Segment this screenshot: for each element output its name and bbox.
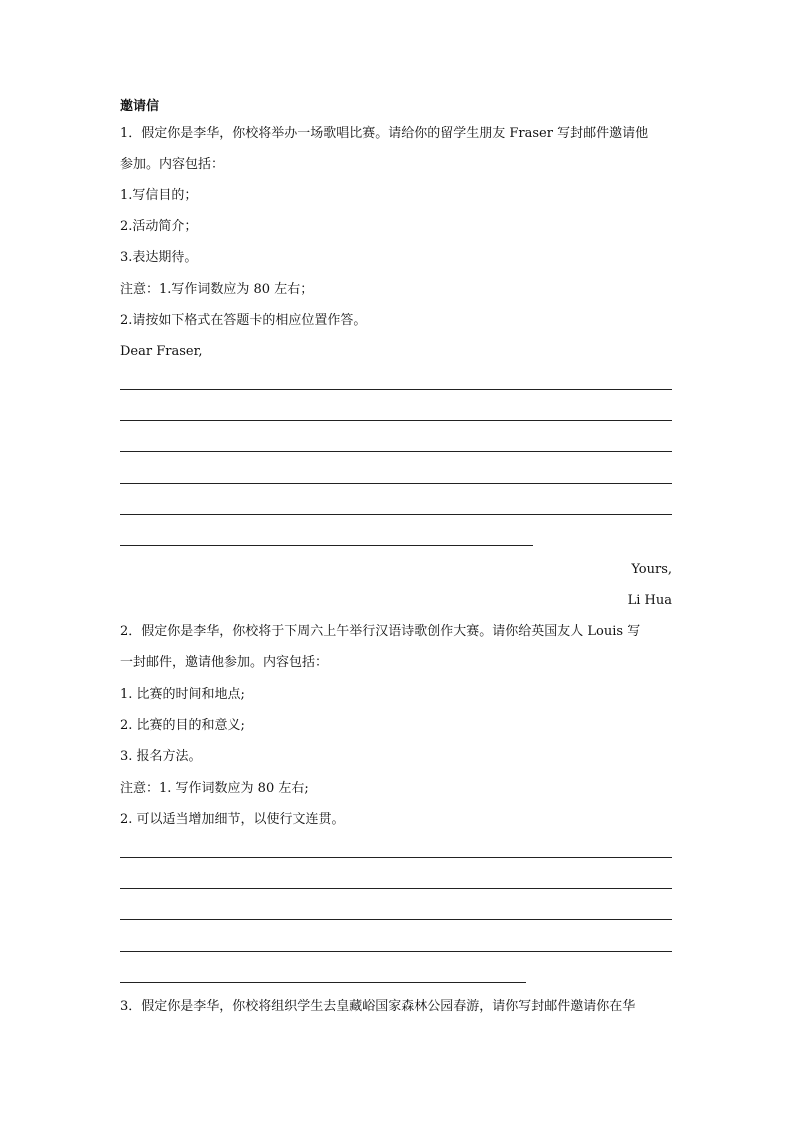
q2-answer-line-5 [120,982,526,983]
q2-item-3: 3. 报名方法。 [120,749,202,764]
page-heading: 邀请信 [120,99,160,114]
q3-prompt-line1: 3．假定你是李华，你校将组织学生去皇藏峪国家森林公园春游，请你写封邮件邀请你在华 [120,999,636,1014]
q2-note-2: 2. 可以适当增加细节，以使行文连贯。 [120,812,345,827]
q1-note-1: 注意：1.写作词数应为 80 左右； [120,282,314,297]
q1-item-1: 1.写信目的； [120,188,198,203]
q1-answer-line-5 [120,514,672,515]
q1-answer-line-1 [120,389,672,390]
q1-prompt-line2: 参加。内容包括： [120,157,225,172]
q2-prompt-line1: 2．假定你是李华，你校将于下周六上午举行汉语诗歌创作大赛。请你给英国友人 Louis 写 [120,624,641,639]
q1-prompt-line1: 1．假定你是李华，你校将举办一场歌唱比赛。请给你的留学生朋友 Fraser 写封邮件邀请他 [120,126,649,141]
q2-item-1: 1. 比赛的时间和地点; [120,687,245,702]
q2-answer-line-1 [120,857,672,858]
q1-answer-line-6 [120,545,533,546]
q1-note-2: 2.请按如下格式在答题卡的相应位置作答。 [120,313,367,328]
q1-greeting: Dear Fraser, [120,344,203,359]
q1-item-3: 3.表达期待。 [120,250,198,265]
q2-prompt-line2: 一封邮件，邀请他参加。内容包括： [120,655,329,670]
q2-answer-line-4 [120,951,672,952]
q2-note-1: 注意：1. 写作词数应为 80 左右; [120,781,309,796]
q1-item-2: 2.活动简介； [120,219,198,234]
q1-answer-line-3 [120,451,672,452]
q2-item-2: 2. 比赛的目的和意义; [120,718,245,733]
q1-answer-line-4 [120,483,672,484]
q2-answer-line-3 [120,919,672,920]
q1-answer-line-2 [120,420,672,421]
q1-signature: Li Hua [627,593,672,608]
q2-answer-line-2 [120,888,672,889]
q1-closing: Yours, [631,562,672,577]
